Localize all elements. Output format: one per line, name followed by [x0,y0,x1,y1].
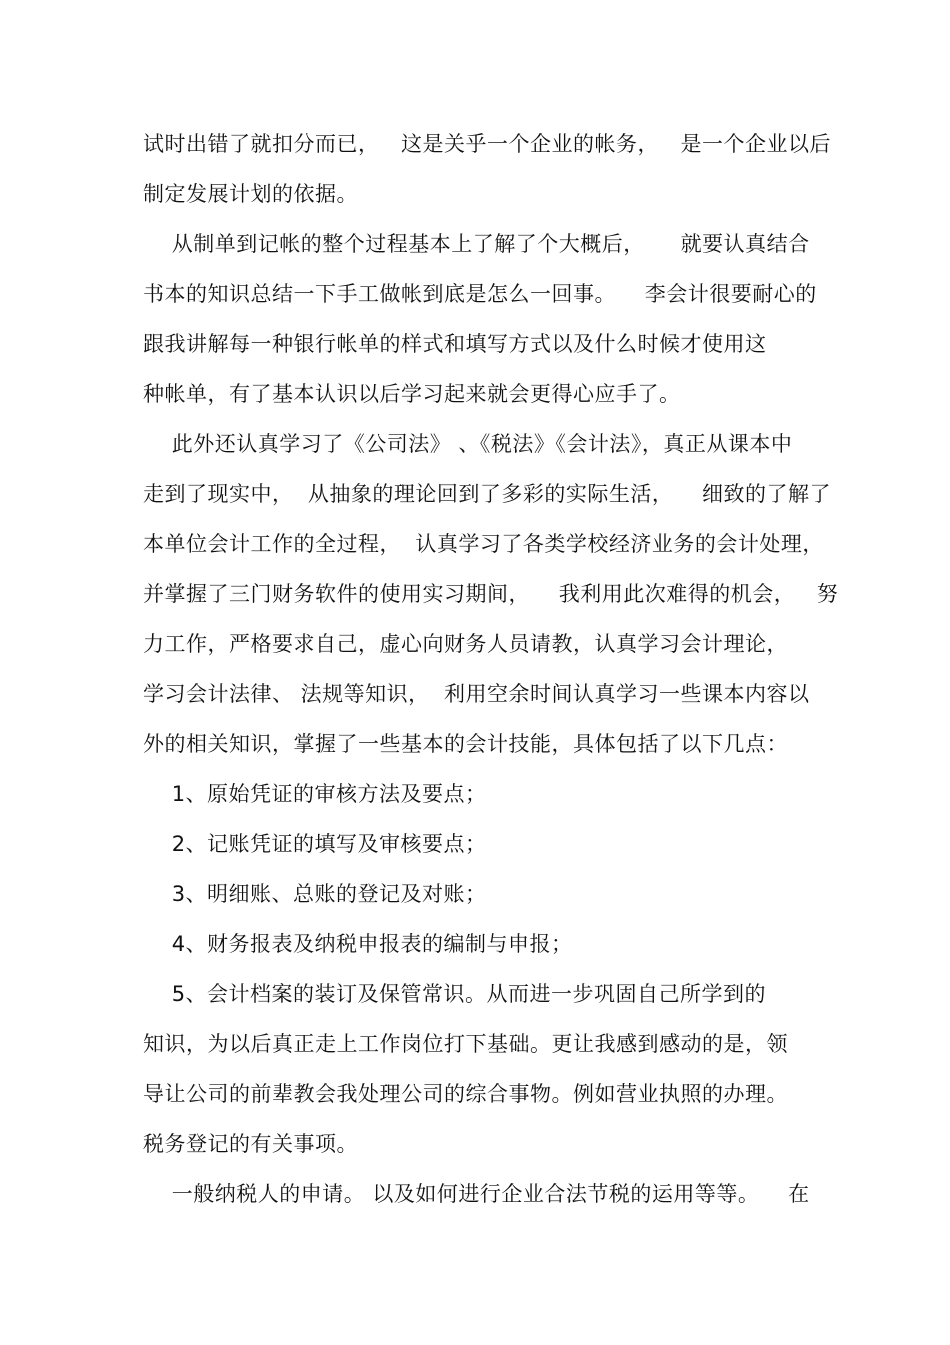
text-line: 此外还认真学习了《公司法》 、《税法》《会计法》，真正从课本中 [143,432,793,456]
list-item: 5、会计档案的装订及保管常识。从而进一步巩固自己所学到的 [143,982,767,1006]
list-item: 2、记账凭证的填写及审核要点； [143,832,487,856]
text-line: 跟我讲解每一种银行帐单的样式和填写方式以及什么时候才使用这 [143,332,767,356]
text-line: 外的相关知识，掌握了一些基本的会计技能，具体包括了以下几点： [143,732,788,756]
text-line: 制定发展计划的依据。 [143,182,358,206]
text-line: 并掌握了三门财务软件的使用实习期间， 我利用此次难得的机会， 努 [143,582,839,606]
text-line: 试时出错了就扣分而已， 这是关乎一个企业的帐务， 是一个企业以后 [143,132,832,156]
text-line: 力工作，严格要求自己，虚心向财务人员请教，认真学习会计理论， [143,632,788,656]
list-item: 4、财务报表及纳税申报表的编制与申报； [143,932,573,956]
text-line: 税务登记的有关事项。 [143,1132,358,1156]
text-line: 学习会计法律、 法规等知识， 利用空余时间认真学习一些课本内容以 [143,682,810,706]
text-line: 一般纳税人的申请。 以及如何进行企业合法节税的运用等等。 在 [143,1182,810,1206]
text-line: 本单位会计工作的全过程， 认真学习了各类学校经济业务的会计处理， [143,532,824,556]
text-line: 种帐单，有了基本认识以后学习起来就会更得心应手了。 [143,382,681,406]
text-line: 走到了现实中， 从抽象的理论回到了多彩的实际生活， 细致的了解了 [143,482,832,506]
text-line: 书本的知识总结一下手工做帐到底是怎么一回事。 李会计很要耐心的 [143,282,817,306]
text-line: 从制单到记帐的整个过程基本上了解了个大概后， 就要认真结合 [143,232,810,256]
list-item: 3、明细账、总账的登记及对账； [143,882,487,906]
text-line: 知识，为以后真正走上工作岗位打下基础。更让我感到感动的是，领 [143,1032,788,1056]
list-item: 1、原始凭证的审核方法及要点； [143,782,487,806]
text-line: 导让公司的前辈教会我处理公司的综合事物。例如营业执照的办理。 [143,1082,788,1106]
